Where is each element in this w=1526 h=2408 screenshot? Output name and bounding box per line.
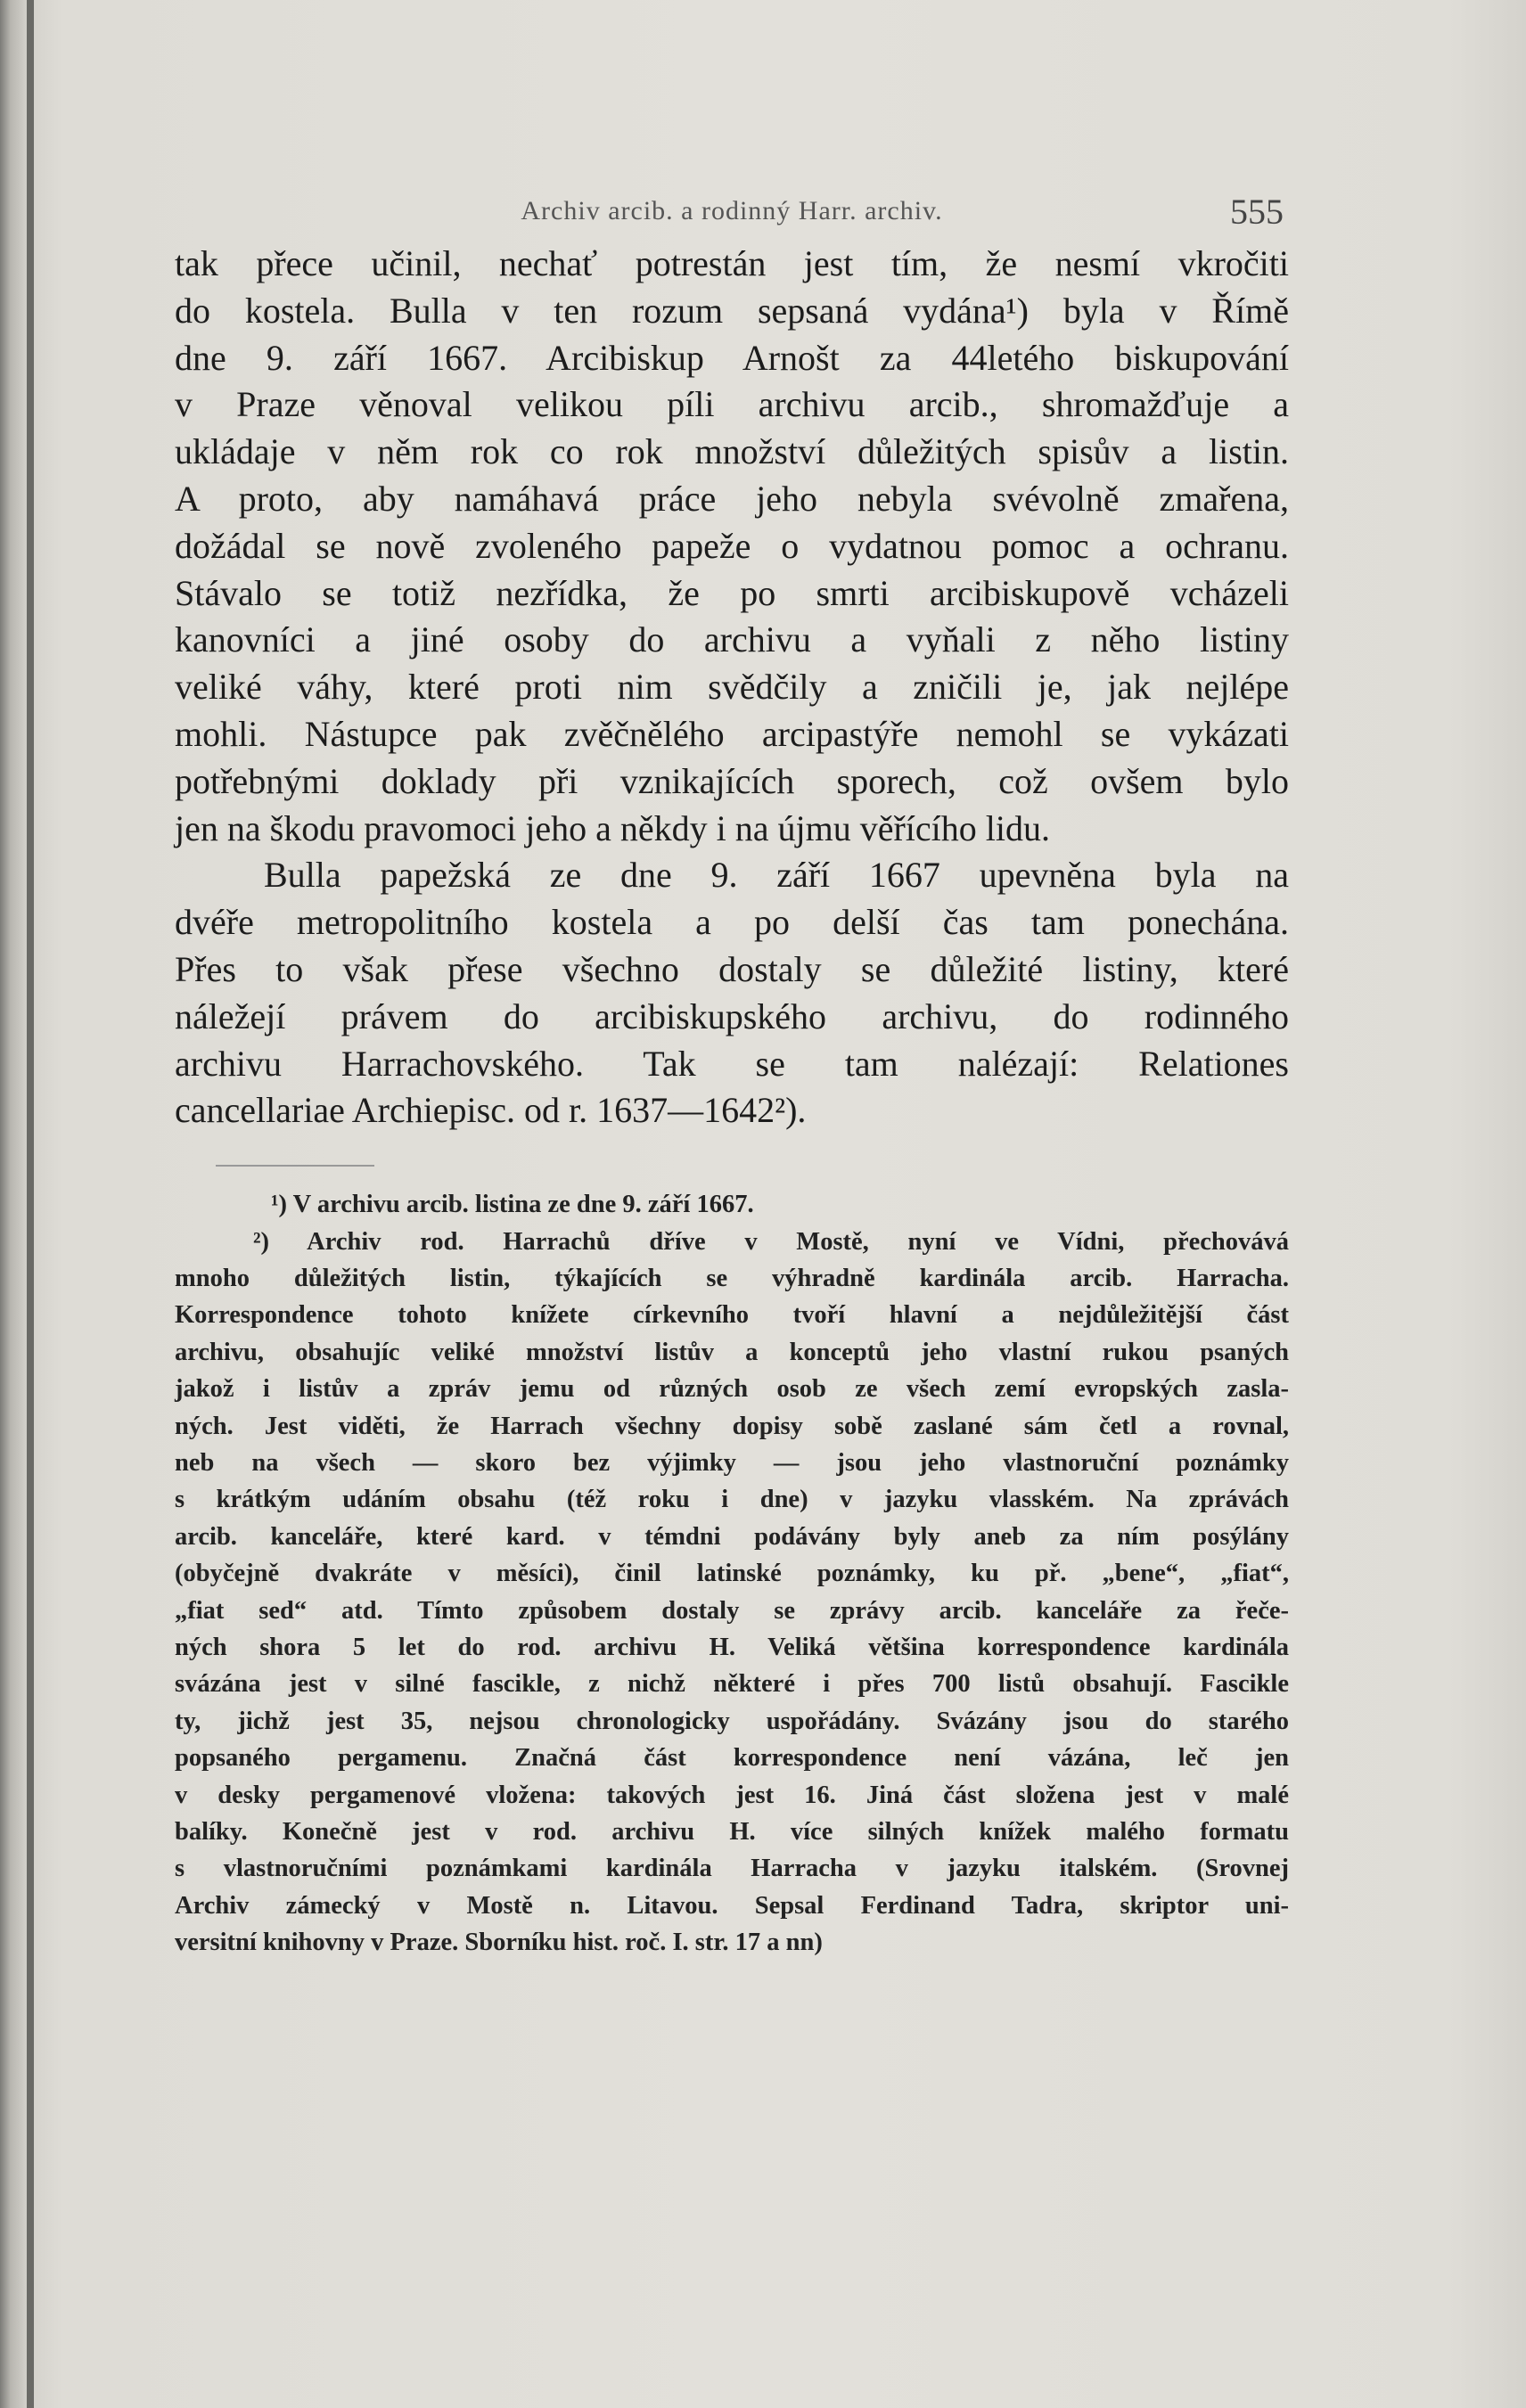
body-line: tak přece učinil, nechať potrestán jest tím, že nesmí vkročiti [175,243,1289,283]
body-line: Bulla papežská ze dne 9. září 1667 upevněna byla na [264,855,1289,896]
body-line: do kostela. Bulla v ten rozum sepsaná vydána¹) byla v Římě [175,290,1289,331]
footnote-line: Korrespondence tohoto knížete církevního tvoří hlavní a nejdůležitější část [175,1301,1289,1330]
body-line: dne 9. září 1667. Arcibiskup Arnošt za 44letého biskupování [175,337,1289,378]
footnote-line: „fiat sed“ atd. Tímto způsobem dostaly se zprávy arcib. kanceláře za řeče- [175,1596,1289,1625]
body-line: mohli. Nástupce pak zvěčnělého arcipastýře nemohl se vykázati [175,713,1289,754]
footnote-line: jakož i listův a zpráv jemu od různých osob ze všech zemí evropských zasla- [175,1375,1289,1404]
footnote-line: ných. Jest viděti, že Harrach všechny dopisy sobě zaslané sám četl a rovnal, [175,1412,1289,1440]
body-line: jen na škodu pravomoci jeho a někdy i na újmu věřícího lidu. [175,807,1050,848]
body-line: A proto, aby namáhavá práce jeho nebyla svévolně zmařena, [175,478,1289,519]
footnotes [175,1186,1289,1962]
body-line: náležejí právem do arcibiskupského archivu, do rodinného [175,995,1289,1036]
footnote-line: ných shora 5 let do rod. archivu H. Veliká většina korrespondence kardinála [175,1634,1289,1662]
footnote-line: balíky. Konečně jest v rod. archivu H. více silných knížek malého formatu [175,1818,1289,1847]
body-line: dvéře metropolitního kostela a po delší čas tam ponechána. [175,902,1289,943]
body-line: dožádal se nově zvoleného papeže o vydatnou pomoc a ochranu. [175,525,1289,566]
body-line: archivu Harrachovského. Tak se tam nalézají: Relationes [175,1043,1289,1084]
body-line: v Praze věnoval velikou píli archivu arcib., shromažďuje a [175,384,1289,425]
footnote-line: ²) Archiv rod. Harrachů dříve v Mostě, nyní ve Vídni, přechovává [253,1227,1289,1256]
body-line: Přes to však přese všechno dostaly se důležité listiny, které [175,948,1289,989]
footnote-line: s vlastnoručními poznámkami kardinála Harracha v jazyku italském. (Srovnej [175,1855,1289,1883]
body-line: veliké váhy, které proti nim svědčily a zničili je, jak nejlépe [175,667,1289,708]
footnote-line: v desky pergamenové vložena: takových jest 16. Jiná část složena jest v malé [175,1781,1289,1809]
text-block [175,178,1289,1962]
footnote-line: archivu, obsahujíc veliké množství listův a konceptů jeho vlastní rukou psaných [175,1338,1289,1366]
footnote-line: arcib. kanceláře, které kard. v témdni podávány byly aneb za ním posýlány [175,1522,1289,1551]
page-binding-edge [27,0,34,2408]
footnote-separator [216,1165,374,1167]
footnote-line: ty, jichž jest 35, nejsou chronologicky uspořádány. Svázány jsou do starého [175,1707,1289,1735]
body-line: kanovníci a jiné osoby do archivu a vyňali z něho listiny [175,619,1289,660]
body-line: potřebnými doklady při vznikajících sporech, což ovšem bylo [175,760,1289,801]
running-head: Archiv arcib. a rodinný Harr. archiv. [521,196,943,225]
body-line: Stávalo se totiž nezřídka, že po smrti arcibiskupově vcházeli [175,572,1289,613]
footnote-line: s krátkým udáním obsahu (též roku i dne) v jazyku vlasském. Na zprávách [175,1486,1289,1514]
footnote-line: popsaného pergamenu. Značná část korrespondence není vázána, leč jen [175,1744,1289,1773]
footnote-line: neb na všech — skoro bez výjimky — jsou jeho vlastnoruční poznámky [175,1448,1289,1477]
footnote-line: Archiv zámecký v Mostě n. Litavou. Sepsal Ferdinand Tadra, skriptor uni- [175,1891,1289,1920]
footnote-line: ¹) V archivu arcib. listina ze dne 9. září 1667. [271,1191,754,1219]
body-line: ukládaje v něm rok co rok množství důležitých spisův a listin. [175,431,1289,472]
main-text [175,241,1289,1134]
page-number: 555 [1230,192,1284,232]
footnote-line: versitní knihovny v Praze. Sborníku hist. roč. I. str. 17 a nn) [175,1929,823,1957]
body-line: cancellariae Archiepisc. od r. 1637—1642²). [175,1090,807,1131]
page-header [175,178,1289,241]
footnote-line: (obyčejně dvakráte v měsíci), činil latinské poznámky, ku př. „bene“, „fiat“, [175,1560,1289,1588]
footnote-line: svázána jest v silné fascikle, z nichž některé i přes 700 listů obsahují. Fascikle [175,1670,1289,1699]
footnote-line: mnoho důležitých listin, týkajících se výhradně kardinála arcib. Harracha. [175,1264,1289,1292]
